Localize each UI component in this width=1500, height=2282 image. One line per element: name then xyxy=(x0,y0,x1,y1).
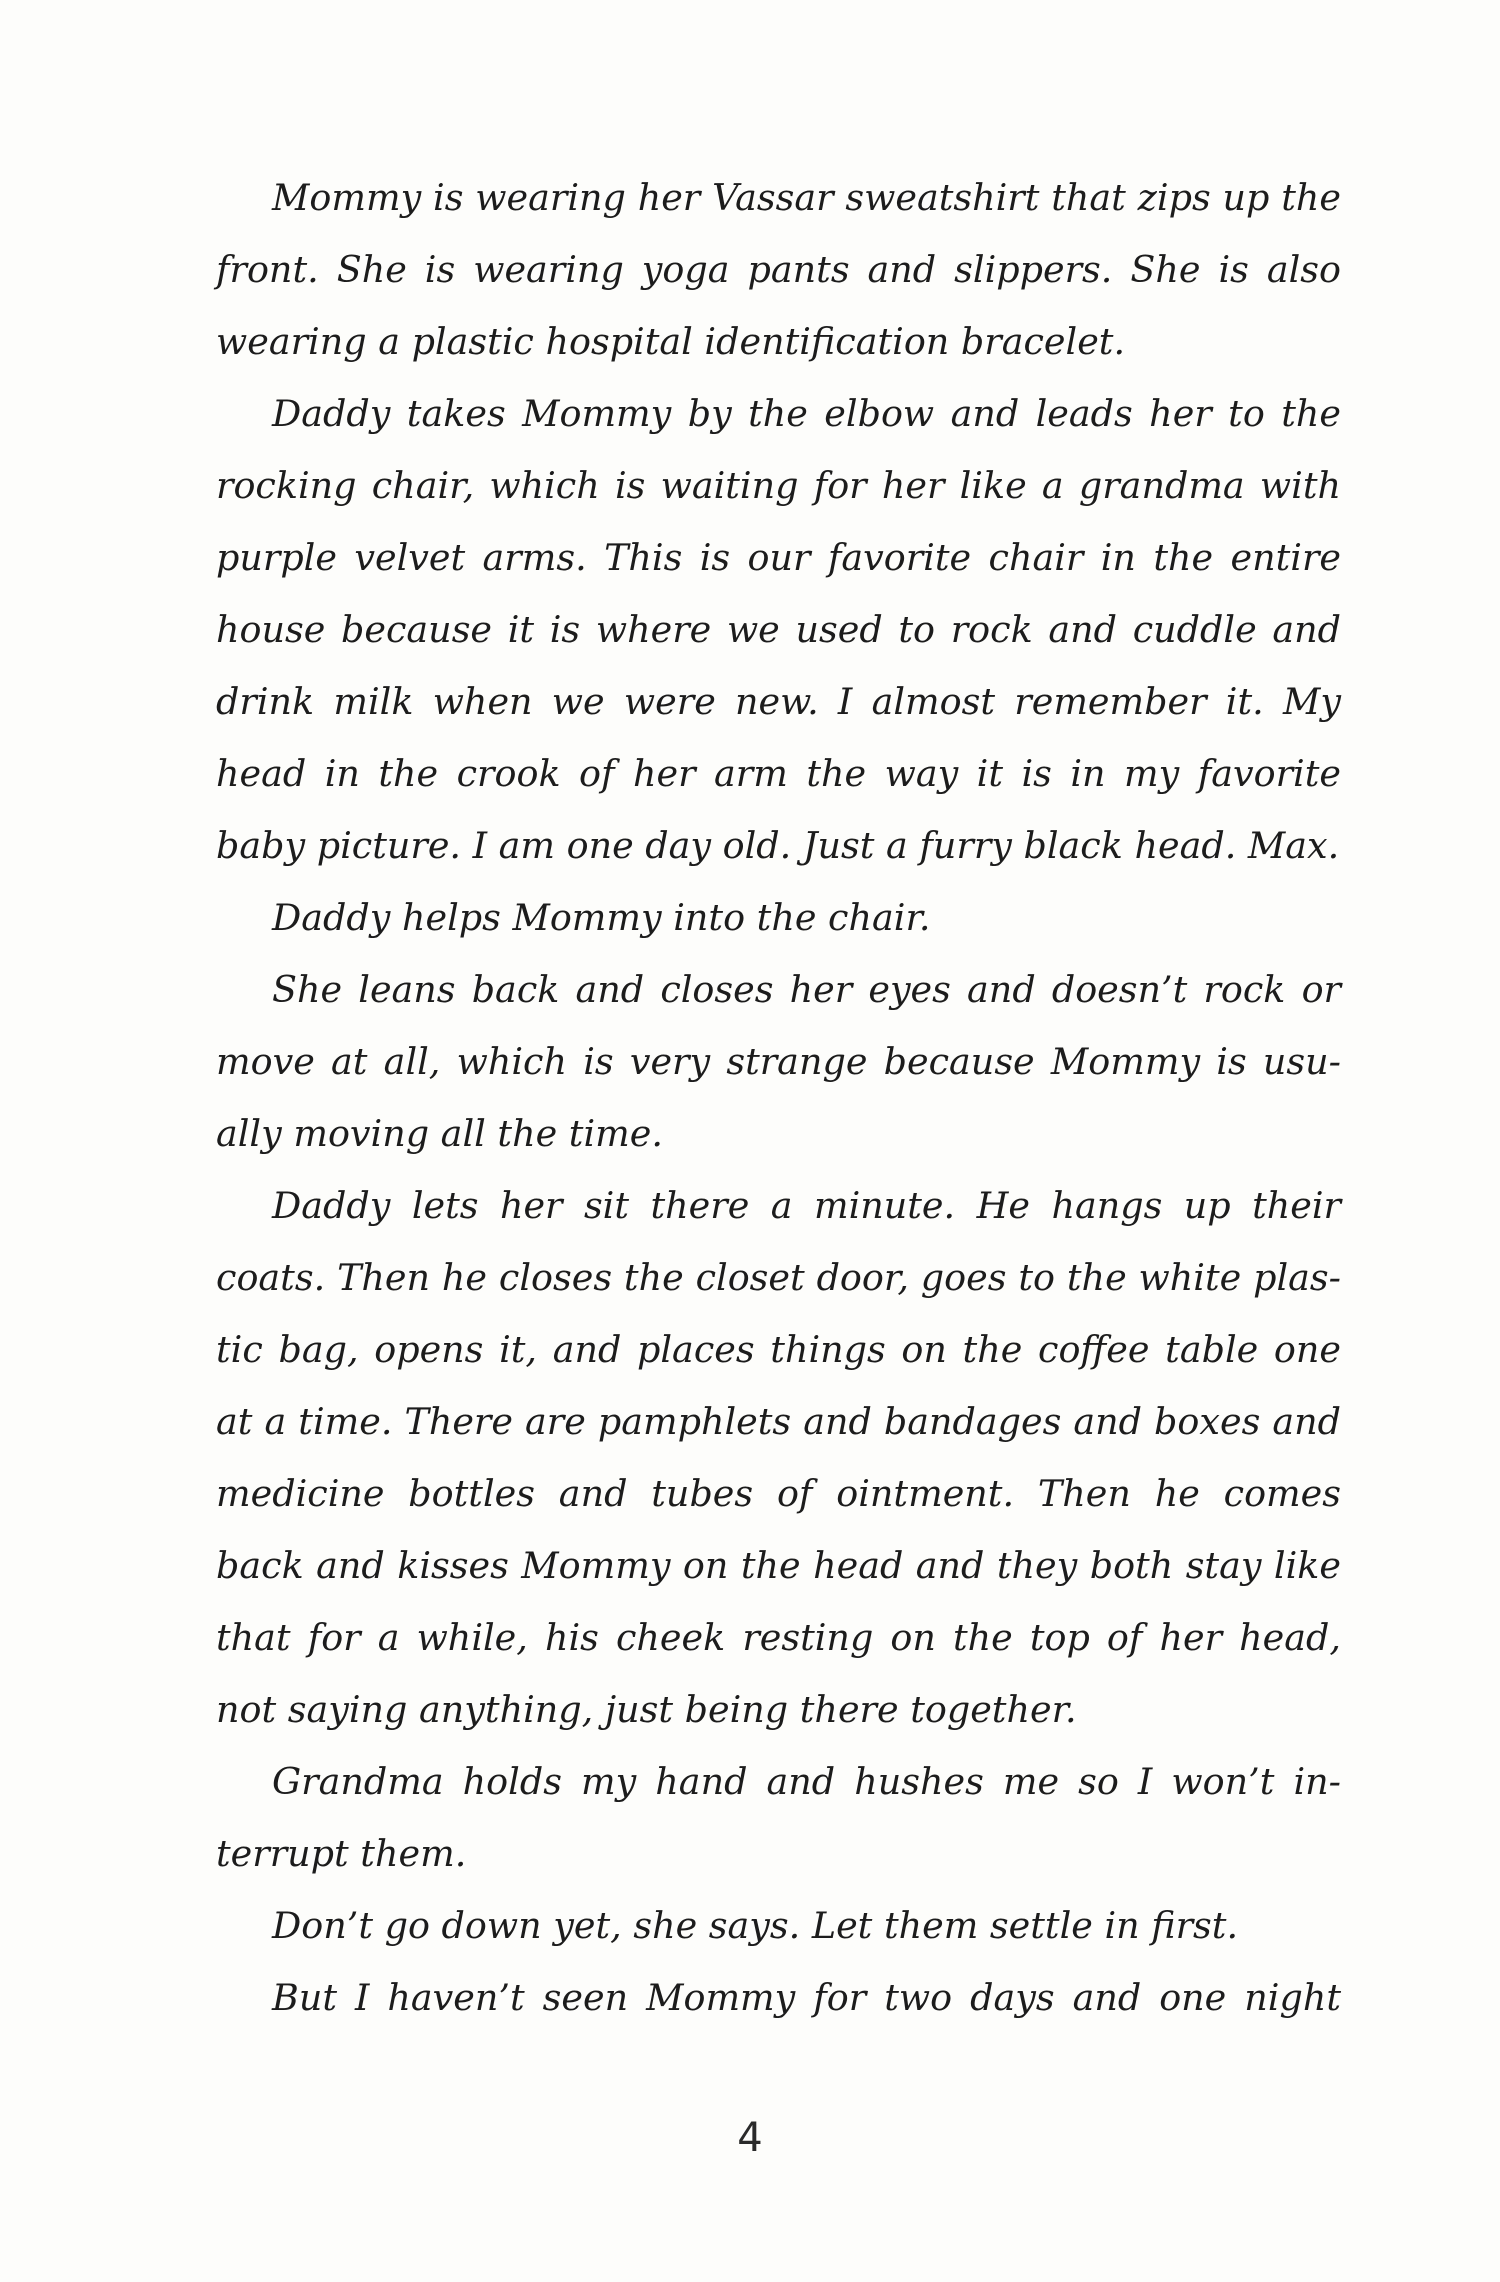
body-text xyxy=(216,162,1341,2034)
paragraph: Daddy takes Mommy by the elbow and leads her to the rocking chair, which is waiting for her like a grandma with purple velvet arms. This is our favorite chair in the entire house because it is where we used to rock and cuddle and drink milk when we were new. I almost remember it. My head in the crook of her arm the way it is in my favorite baby picture. I am one day old. Just a furry black head. Max. xyxy=(216,392,1341,867)
paragraph: But I haven’t seen Mommy for two days and one night xyxy=(272,1976,1341,2019)
paragraph: Grandma holds my hand and hushes me so I won’t interrupt them. xyxy=(216,1760,1341,1875)
paragraph: She leans back and closes her eyes and doesn’t rock or move at all, which is very strange because Mommy is usually moving all the time. xyxy=(216,968,1341,1155)
paragraph: Don’t go down yet, she says. Let them settle in first. xyxy=(272,1904,1239,1947)
paragraph: Daddy lets her sit there a minute. He hangs up their coats. Then he closes the closet door, goes to the white plastic bag, opens it, and places things on the coffee table one at a time. There are pamphlets and bandages and boxes and medicine bottles and tubes of ointment. Then he comes back and kisses Mommy on the head and they both stay like that for a while, his cheek resting on the top of her head, not saying anything, just being there together. xyxy=(216,1184,1341,1731)
page-number: 4 xyxy=(737,2115,763,2161)
paragraph: Daddy helps Mommy into the chair. xyxy=(272,896,931,939)
paragraph: Mommy is wearing her Vassar sweatshirt that zips up the front. She is wearing yoga pants and slippers. She is also wearing a plastic hospital identification bracelet. xyxy=(216,176,1341,363)
